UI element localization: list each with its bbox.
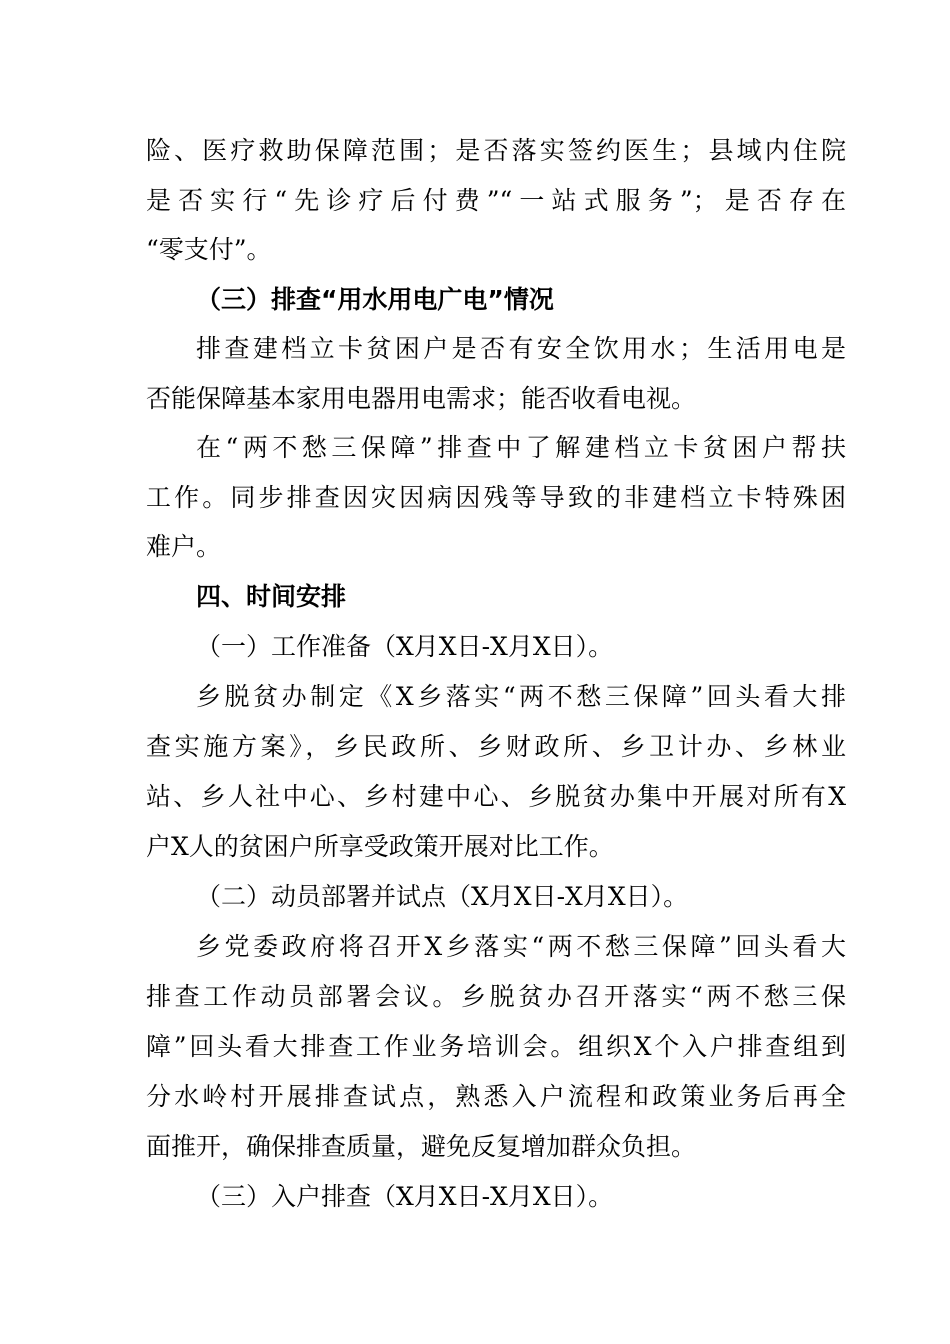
body-text-line: 排查工作动员部署会议。乡脱贫办召开落实“两不愁三保	[146, 982, 846, 1011]
subsection-heading: （二）动员部署并试点（X月X日-X月X日）。	[196, 882, 689, 911]
body-text-line: 乡脱贫办制定《X乡落实“两不愁三保障”回头看大排	[196, 682, 846, 711]
section-heading: 四、时间安排	[196, 582, 347, 611]
subsection-heading: （一）工作准备（X月X日-X月X日）。	[196, 632, 614, 661]
body-text-line: 难户。	[146, 532, 222, 561]
body-text-line: 否能保障基本家用电器用电需求；能否收看电视。	[146, 384, 697, 413]
body-text-line: 乡党委政府将召开X乡落实“两不愁三保障”回头看大	[196, 932, 846, 961]
body-text-line: “零支付”。	[146, 235, 272, 264]
body-text-line: 是否实行“先诊疗后付费”“一站式服务”；是否存在	[146, 186, 846, 215]
body-text-line: 在“两不愁三保障”排查中了解建档立卡贫困户帮扶	[196, 433, 846, 462]
body-text-line: 工作。同步排查因灾因病因残等导致的非建档立卡特殊困	[146, 483, 846, 512]
body-text-line: 险、医疗救助保障范围；是否落实签约医生；县域内住院	[146, 136, 846, 165]
body-text-line: 障”回头看大排查工作业务培训会。组织X个入户排查组到	[146, 1032, 846, 1061]
body-text-line: 站、乡人社中心、乡村建中心、乡脱贫办集中开展对所有X	[146, 782, 846, 811]
body-text-line: 分水岭村开展排查试点，熟悉入户流程和政策业务后再全	[146, 1082, 846, 1111]
body-text-line: 户X人的贫困户所享受政策开展对比工作。	[146, 832, 614, 861]
subsection-heading: （三）入户排查（X月X日-X月X日）。	[196, 1182, 614, 1211]
body-text-line: 面推开，确保排查质量，避免反复增加群众负担。	[146, 1132, 697, 1161]
body-text-line: 排查建档立卡贫困户是否有安全饮用水；生活用电是	[196, 334, 846, 363]
section-heading: （三）排查“用水用电广电”情况	[196, 285, 554, 314]
body-text-line: 查实施方案》，乡民政所、乡财政所、乡卫计办、乡林业	[146, 732, 846, 761]
